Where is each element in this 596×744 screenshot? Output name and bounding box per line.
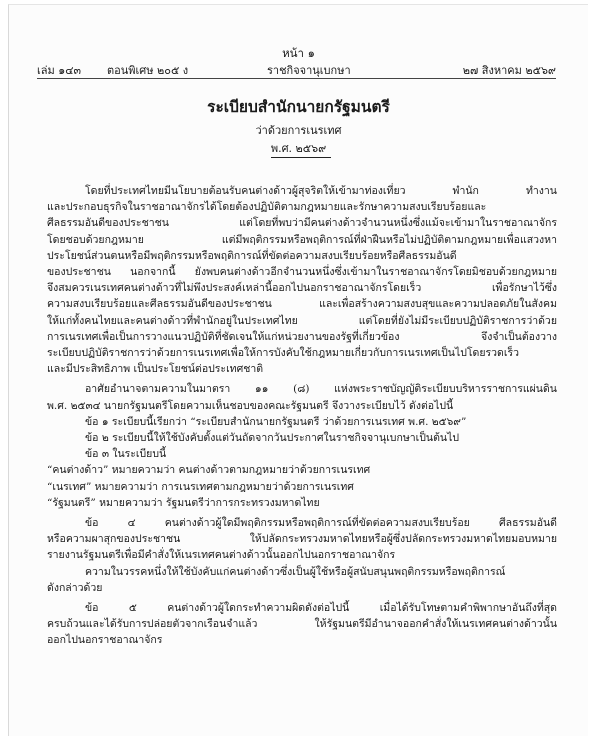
regulation-year: พ.ศ. ๒๕๖๙ (270, 142, 327, 155)
paragraph (47, 414, 557, 430)
text-line: ของประชาชน นอกจากนี้ ยังพบคนต่างด้าวอีกจำนวนหนึ่งซึ่งเข้ามาในราชอาณาจักรโดยมิชอบด้วยกฎหมาย (47, 266, 557, 279)
regulation-subtitle: ว่าด้วยการเนรเทศ (255, 124, 342, 137)
text-line: โดยชอบด้วยกฎหมาย แต่มีพฤติกรรมหรือพฤติการณ์ที่ฝ่าฝืนหรือไม่ปฏิบัติตามกฎหมายเพื่อแสวงหา (47, 233, 557, 246)
text-line: การเนรเทศเพื่อเป็นการวางแนวปฏิบัติที่ชัดเจนให้แก่หน่วยงานของรัฐที่เกี่ยวข้อง จึงจำเป็นต้องวาง (47, 330, 557, 343)
header-rule (37, 78, 556, 79)
text-line: พ.ศ. ๒๕๓๔ นายกรัฐมนตรีโดยความเห็นชอบของคณะรัฐมนตรี จึงวางระเบียบไว้ ดังต่อไปนี้ (47, 399, 454, 412)
paragraph (47, 600, 557, 649)
text-line: และประกอบธุรกิจในราชอาณาจักรได้โดยต้องปฏิบัติตามกฎหมายและรักษาความสงบเรียบร้อยและ (47, 201, 487, 214)
paragraph (47, 381, 557, 413)
text-line: ข้อ ๑ ระเบียบนี้เรียกว่า “ระเบียบสำนักนายกรัฐมนตรี ว่าด้วยการเนรเทศ พ.ศ. ๒๕๖๙” (85, 415, 467, 428)
regulation-body (47, 183, 557, 649)
text-line: อาศัยอำนาจตามความในมาตรา ๑๑ (๘) แห่งพระราชบัญญัติระเบียบบริหารราชการแผ่นดิน (85, 383, 557, 396)
volume-number: เล่ม ๑๔๓ (37, 64, 82, 77)
paragraph (47, 495, 557, 511)
text-line: ความในวรรคหนึ่งให้ใช้บังคับแก่คนต่างด้าวซึ่งเป็นผู้ใช้หรือผู้สนับสนุนพฤติกรรมหรือพฤติการณ์ (85, 565, 506, 578)
text-line: ให้แก่ทั้งคนไทยและคนต่างด้าวที่พำนักอยู่ในประเทศไทย แต่โดยที่ยังไม่มีระเบียบปฏิบัติราชการว่าด้วย (47, 314, 557, 327)
publication-date: ๒๗ สิงหาคม ๒๕๖๙ (462, 64, 556, 77)
paragraph (47, 462, 557, 478)
text-line: ความสงบเรียบร้อยและศีลธรรมอันดีของประชาชน และเพื่อสร้างความสงบสุขและความปลอดภัยในสังคม (47, 298, 557, 311)
text-line: ระเบียบปฏิบัติราชการว่าด้วยการเนรเทศเพื่อให้การบังคับใช้กฎหมายเกี่ยวกับการเนรเทศเป็นไปโดยรวดเร็ว (47, 347, 519, 360)
gazette-header-row (37, 61, 556, 75)
paragraph (47, 479, 557, 495)
text-line: หรือความผาสุกของประชาชน ให้ปลัดกระทรวงมหาดไทยหรือผู้ซึ่งปลัดกระทรวงมหาดไทยมอบหมาย (47, 533, 557, 546)
paragraph (47, 183, 557, 377)
text-line: ข้อ ๕ คนต่างด้าวผู้ใดกระทำความผิดดังต่อไปนี้ เมื่อได้รับโทษตามคำพิพากษาอันถึงที่สุด (85, 602, 557, 615)
regulation-title: ระเบียบสำนักนายกรัฐมนตรี (207, 97, 390, 116)
text-line: และมีประสิทธิภาพ เป็นประโยชน์ต่อประเทศชาติ (47, 363, 264, 376)
gazette-page (8, 4, 588, 736)
text-line: ประโยชน์ส่วนตนหรือมีพฤติกรรมหรือพฤติการณ์ที่ขัดต่อความสงบเรียบร้อยหรือศีลธรรมอันดี (47, 249, 457, 262)
paragraph (47, 515, 557, 564)
text-line: ข้อ ๒ ระเบียบนี้ให้ใช้บังคับตั้งแต่วันถัดจากวันประกาศในราชกิจจานุเบกษาเป็นต้นไป (85, 432, 460, 445)
gazette-name: ราชกิจจานุเบกษา (267, 64, 351, 77)
text-line: จึงสมควรเนรเทศคนต่างด้าวที่ไม่พึงประสงค์เหล่านี้ออกไปนอกราชอาณาจักรโดยเร็ว เพื่อรักษาไว้ซึ่ง (47, 282, 557, 295)
text-line: “รัฐมนตรี” หมายความว่า รัฐมนตรีว่าการกระทรวงมหาดไทย (47, 496, 320, 509)
text-line: ข้อ ๓ ในระเบียบนี้ (85, 448, 167, 461)
section-number: ตอนพิเศษ ๒๐๕ ง (107, 64, 189, 77)
title-separator (271, 157, 331, 158)
page-number: หน้า ๑ (282, 46, 315, 60)
paragraph (47, 564, 557, 596)
paragraph (47, 430, 557, 446)
paragraph (47, 446, 557, 462)
text-line: “เนรเทศ” หมายความว่า การเนรเทศตามกฎหมายว่าด้วยการเนรเทศ (47, 480, 354, 493)
text-line: “คนต่างด้าว” หมายความว่า คนต่างด้าวตามกฎหมายว่าด้วยการเนรเทศ (47, 464, 371, 477)
text-line: ดังกล่าวด้วย (47, 581, 103, 594)
text-line: ข้อ ๔ คนต่างด้าวผู้ใดมีพฤติกรรมหรือพฤติการณ์ที่ขัดต่อความสงบเรียบร้อย ศีลธรรมอันดี (85, 517, 557, 530)
text-line: ครบถ้วนและได้รับการปล่อยตัวจากเรือนจำแล้ว ให้รัฐมนตรีมีอำนาจออกคำสั่งให้เนรเทศคนต่างด้าวนั้น (47, 618, 557, 631)
text-line: รายงานรัฐมนตรีเพื่อมีคำสั่งให้เนรเทศคนต่างด้าวนั้นออกไปนอกราชอาณาจักร (47, 549, 396, 562)
text-line: ออกไปนอกราชอาณาจักร (47, 634, 163, 647)
text-line: โดยที่ประเทศไทยมีนโยบายต้อนรับคนต่างด้าวผู้สุจริตให้เข้ามาท่องเที่ยว พำนัก ทำงาน (85, 185, 557, 197)
text-line: ศีลธรรมอันดีของประชาชน แต่โดยที่พบว่ามีคนต่างด้าวจำนวนหนึ่งซึ่งแม้จะเข้ามาในราชอาณาจักร (47, 217, 557, 230)
